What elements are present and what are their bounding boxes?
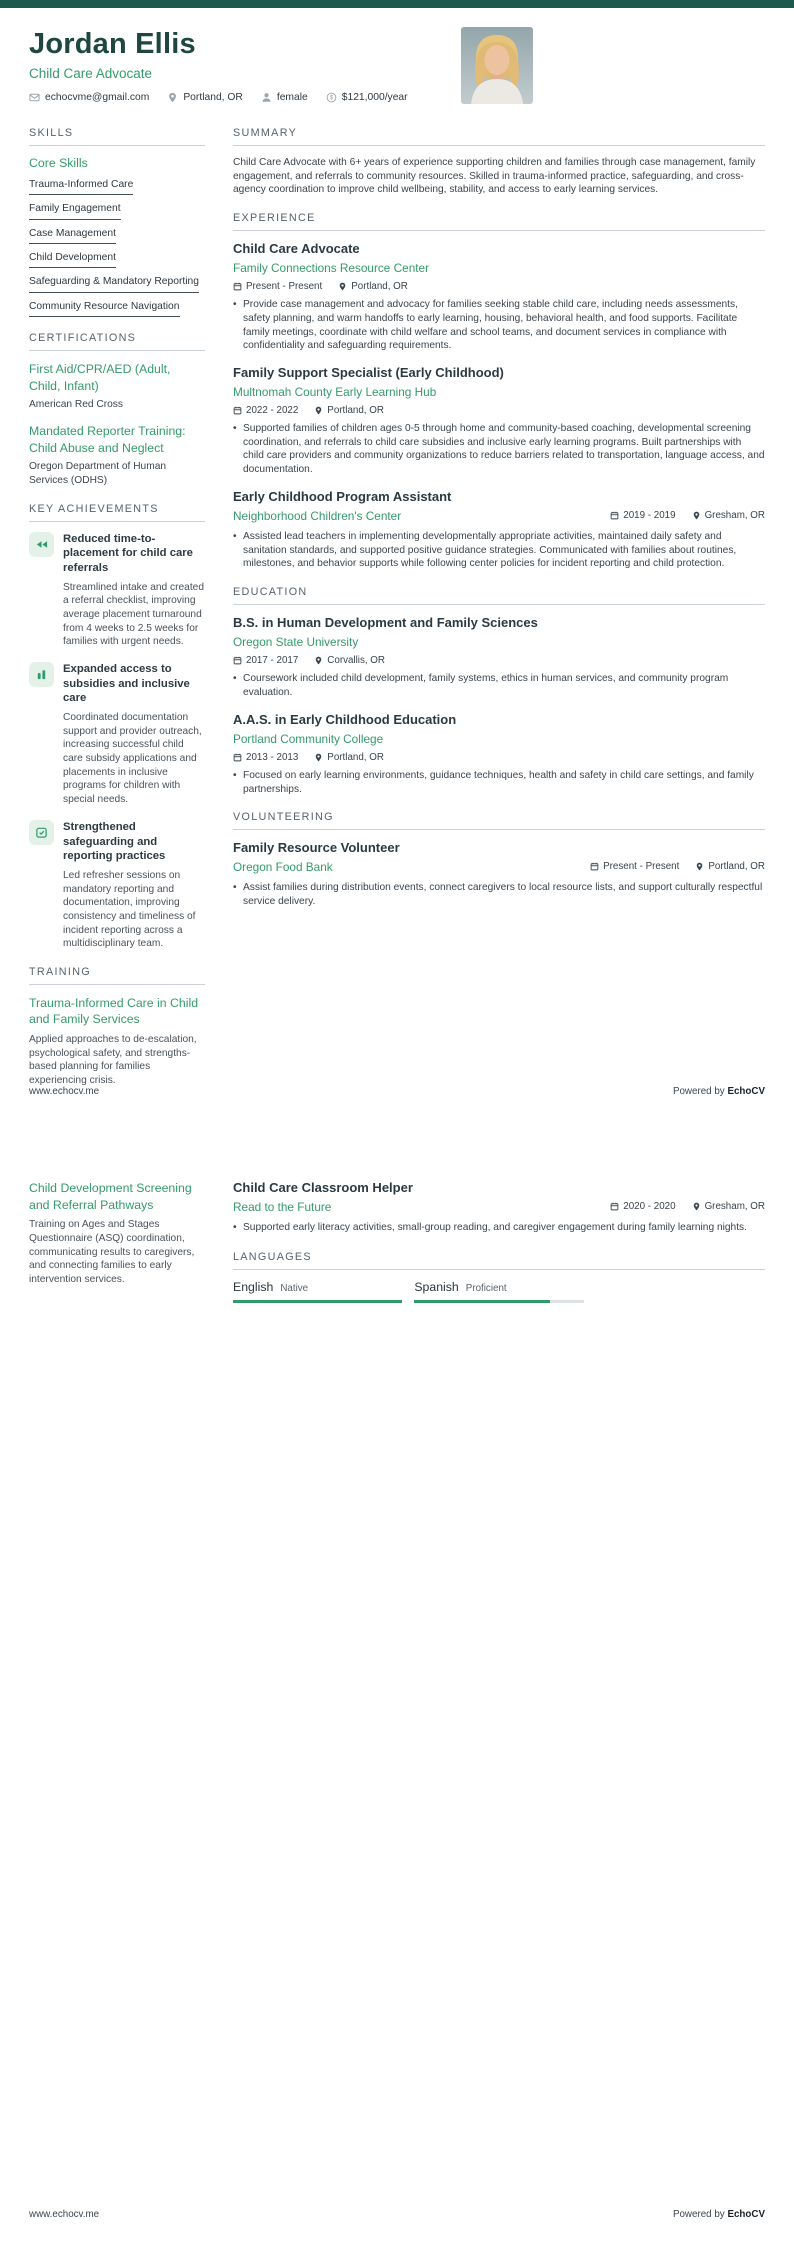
experience-item (233, 241, 765, 353)
right-column (233, 127, 765, 1103)
achievement-title: Expanded access to subsidies and inclusive care (63, 663, 190, 705)
calendar-icon (610, 511, 619, 520)
experience-heading: EXPERIENCE (233, 212, 765, 231)
contact-email-text: echocvme@gmail.com (45, 92, 150, 103)
experience-date: Present - Present (233, 281, 322, 292)
candidate-name: Jordan Ellis (29, 28, 196, 60)
training-item (29, 995, 205, 1088)
certification-issuer: Oregon Department of Human Services (ODHS) (29, 461, 167, 486)
experience-bullet: • Assisted lead teachers in implementing developmentally appropriate activities, maintained daily safety and sanitation standards, and supported positive guidance strategies. Communicated with families about routines, milestones, and behavior supports while following center policies for incident reporting and child protection. (233, 531, 737, 570)
certification-item (29, 423, 205, 488)
key-achievements-heading: KEY ACHIEVEMENTS (29, 503, 205, 522)
experience-location: Portland, OR (338, 281, 408, 292)
language-proficiency-fill (414, 1300, 549, 1303)
skills-group-title: Core Skills (29, 156, 88, 170)
certifications-section (29, 332, 205, 488)
experience-company: Neighborhood Children's Center (233, 508, 402, 523)
left-column (29, 127, 205, 1103)
language-name: English (233, 1279, 274, 1294)
language-proficiency-bar (233, 1300, 402, 1303)
experience-title: Family Support Specialist (Early Childhood) (233, 364, 504, 380)
volunteering-item (233, 1180, 765, 1235)
right-column (233, 1180, 765, 1318)
page2-columns (0, 1180, 794, 1318)
location-pin-icon (692, 511, 701, 520)
contact-salary-text: $121,000/year (341, 92, 408, 103)
education-location: Corvallis, OR (314, 655, 385, 666)
achievement-description: Coordinated documentation support and provider outreach, increasing successful child care subsidy applications and placements in inclusive programs for children with special needs. (63, 712, 202, 806)
training-title: Trauma-Informed Care in Child and Family Services (29, 995, 199, 1027)
location-pin-icon (167, 92, 178, 103)
achievement-item (29, 662, 205, 807)
profile-photo (461, 27, 533, 104)
achievement-description: Led refresher sessions on mandatory reporting and documentation, improving consistency and timeliness of incident reporting across a multidisciplinary team. (63, 869, 196, 950)
page1-footer (29, 1086, 765, 1097)
training-title: Child Development Screening and Referral Pathways (29, 1181, 192, 1212)
experience-title: Child Care Advocate (233, 241, 360, 257)
experience-item (233, 489, 765, 571)
summary-heading: SUMMARY (233, 127, 765, 146)
calendar-icon (610, 1202, 619, 1211)
education-item (233, 712, 765, 797)
experience-item (233, 365, 765, 477)
volunteering-title: Family Resource Volunteer (233, 840, 400, 856)
contact-row (29, 92, 765, 103)
language-item (414, 1280, 583, 1303)
training-description: Applied approaches to de-escalation, psychological safety, and strengths-based planning for families experiencing crisis. (29, 1034, 197, 1087)
volunteering-item (233, 840, 765, 909)
achievement-item (29, 532, 205, 649)
volunteering-heading: VOLUNTEERING (233, 811, 765, 830)
location-pin-icon (314, 753, 323, 762)
summary-text: Child Care Advocate with 6+ years of experience supporting children and families through case management, family engagement, and referrals to community resources. Skilled in trauma-informed practice, safeguarding, and cross-agency coordination to improve child wellbeing, stability, and access to early learning services. (233, 157, 756, 196)
site-url-link[interactable]: www.echocv.me (29, 2209, 100, 2220)
education-section (233, 586, 765, 796)
volunteering-bullet: • Supported early literacy activities, small-group reading, and caregiver engagement during family learning nights. (233, 1222, 747, 1234)
calendar-icon (233, 282, 242, 291)
certification-title: Mandated Reporter Training: Child Abuse and Neglect (29, 424, 186, 455)
language-proficiency-bar (414, 1300, 583, 1303)
svg-text:$: $ (329, 95, 333, 102)
skill-tag: Family Engagement (29, 203, 121, 219)
education-heading: EDUCATION (233, 586, 765, 605)
achievement-title: Reduced time-to-placement for child care referrals (63, 532, 193, 575)
location-pin-icon (314, 656, 323, 665)
education-item (233, 615, 765, 700)
summary-section (233, 127, 765, 197)
calendar-check-icon (29, 820, 54, 845)
skills-heading: SKILLS (29, 127, 205, 146)
location-pin-icon (692, 1202, 701, 1211)
powered-by: Powered by EchoCV (672, 2209, 765, 2220)
salary-icon (326, 92, 337, 103)
education-date: 2017 - 2017 (233, 655, 298, 666)
skill-tag: Child Development (29, 252, 116, 268)
experience-bullet: • Supported families of children ages 0-5 through home and community-based coaching, developmental screening coordination, and referrals to child care subsidies and inclusive early learning programs. Built partnerships with child care providers and community organizations to reduce barriers related to transportation, language access, and documentation. (233, 423, 765, 476)
training-heading: TRAINING (29, 966, 205, 985)
achievement-description: Streamlined intake and created a referral checklist, improving average placement turnaround from 4 weeks to 2.5 weeks for families with urgent needs. (63, 581, 205, 648)
experience-location: Gresham, OR (692, 510, 765, 521)
skill-tag: Trauma-Informed Care (29, 179, 133, 195)
education-location: Portland, OR (314, 752, 384, 763)
skills-section (29, 127, 205, 317)
language-level: Native (280, 1282, 309, 1294)
contact-gender-text: female (276, 92, 308, 103)
volunteering-bullet: • Assist families during distribution events, connect caregivers to local resource lists, and support culturally respectful service delivery. (233, 882, 763, 908)
resume-header (0, 8, 794, 103)
skill-tag: Safeguarding & Mandatory Reporting (29, 276, 199, 292)
volunteering-date: Present - Present (590, 861, 679, 872)
achievement-title: Strengthened safeguarding and reporting practices (63, 820, 166, 863)
contact-salary (326, 92, 408, 103)
experience-title: Early Childhood Program Assistant (233, 488, 452, 504)
certification-issuer: American Red Cross (29, 399, 123, 411)
person-icon (261, 92, 272, 103)
bar-chart-icon (29, 662, 54, 687)
page1-columns (0, 127, 794, 1103)
education-degree: A.A.S. in Early Childhood Education (233, 711, 457, 727)
contact-location-text: Portland, OR (183, 92, 243, 103)
skill-tags (29, 179, 205, 317)
contact-email[interactable] (29, 92, 149, 103)
volunteering-location: Portland, OR (695, 861, 765, 872)
brand-name: EchoCV (727, 1086, 765, 1097)
experience-date: 2022 - 2022 (233, 405, 298, 416)
volunteering-org: Read to the Future (233, 1199, 332, 1214)
education-school: Oregon State University (233, 634, 359, 649)
education-school: Portland Community College (233, 731, 384, 746)
training-item (29, 1180, 205, 1287)
education-date: 2013 - 2013 (233, 752, 298, 763)
education-bullet: • Focused on early learning environments, guidance techniques, health and safety in child care settings, and family partnerships. (233, 769, 754, 795)
skill-tag: Case Management (29, 228, 116, 244)
brand-name: EchoCV (727, 2209, 765, 2220)
contact-location (167, 92, 243, 103)
achievement-item (29, 820, 205, 951)
volunteering-section (233, 811, 765, 909)
experience-section (233, 212, 765, 571)
volunteering-date: 2020 - 2020 (610, 1201, 675, 1212)
training-description: Training on Ages and Stages Questionnaire (ASQ) coordination, communicating results to caregivers, and connecting families to early intervention services. (29, 1219, 195, 1285)
calendar-icon (233, 406, 242, 415)
rewind-icon (29, 532, 54, 557)
calendar-icon (233, 656, 242, 665)
experience-date: 2019 - 2019 (610, 510, 675, 521)
certification-item (29, 361, 205, 412)
language-level: Proficient (465, 1282, 507, 1294)
languages-heading: LANGUAGES (233, 1251, 765, 1270)
experience-bullet: • Provide case management and advocacy for families seeking stable child care, including needs assessments, safety planning, and warm handoffs to early learning, housing, behavioral health, and food supports. Facilitate family meetings, coordinate with child welfare and school teams, and document services in compliance with confidentiality and safeguarding requirements. (233, 299, 738, 352)
email-icon (29, 92, 40, 103)
certification-title: First Aid/CPR/AED (Adult, Child, Infant) (29, 362, 171, 393)
page2-footer (29, 2209, 765, 2220)
accent-top-bar (0, 0, 794, 8)
language-proficiency-fill (233, 1300, 402, 1303)
location-pin-icon (338, 282, 347, 291)
languages-section (233, 1251, 765, 1303)
resume-page-2 (0, 1123, 794, 2246)
left-column (29, 1180, 205, 1318)
volunteering-title: Child Care Classroom Helper (233, 1180, 413, 1195)
key-achievements-section (29, 503, 205, 951)
experience-company: Multnomah County Early Learning Hub (233, 384, 437, 399)
powered-by: Powered by EchoCV (672, 1086, 765, 1097)
education-bullet: • Coursework included child development, family systems, ethics in human services, and community program evaluation. (233, 673, 729, 698)
language-name: Spanish (414, 1279, 459, 1294)
contact-gender (261, 92, 308, 103)
skill-tag: Community Resource Navigation (29, 301, 180, 317)
location-pin-icon (314, 406, 323, 415)
education-degree: B.S. in Human Development and Family Sciences (233, 615, 538, 631)
calendar-icon (233, 753, 242, 762)
calendar-icon (590, 862, 599, 871)
volunteering-location: Gresham, OR (692, 1201, 765, 1212)
experience-location: Portland, OR (314, 405, 384, 416)
volunteering-org: Oregon Food Bank (233, 860, 333, 875)
site-url-link[interactable]: www.echocv.me (29, 1086, 100, 1097)
location-pin-icon (695, 862, 704, 871)
certifications-heading: CERTIFICATIONS (29, 332, 205, 351)
candidate-job-title: Child Care Advocate (29, 66, 153, 81)
training-section (29, 966, 205, 1088)
experience-company: Family Connections Resource Center (233, 260, 430, 275)
language-item (233, 1280, 402, 1303)
